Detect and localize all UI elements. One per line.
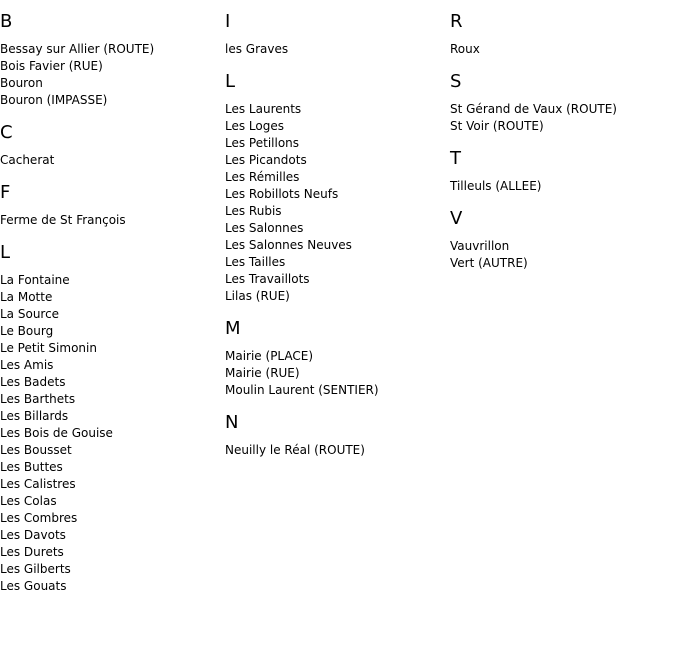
street-list (0, 212, 225, 229)
street-link[interactable]: Cacherat (0, 153, 55, 167)
letter-section-s (450, 71, 675, 135)
street-link[interactable]: Mairie (RUE) (225, 366, 300, 380)
letter-section-c (0, 122, 225, 169)
letter-section-b (0, 11, 225, 109)
index-column-2 (225, 0, 450, 459)
letter-heading: V (450, 208, 463, 229)
street-list (225, 101, 450, 305)
street-list (225, 41, 450, 58)
street-link[interactable]: St Gérand de Vaux (ROUTE) (450, 102, 617, 116)
street-link[interactable]: Les Rémilles (225, 170, 300, 184)
street-link[interactable]: Les Laurents (225, 102, 302, 116)
letter-section-f (0, 182, 225, 229)
street-list (450, 101, 675, 135)
street-link[interactable]: Le Petit Simonin (0, 341, 97, 355)
street-list (450, 178, 675, 195)
street-link[interactable]: Les Bousset (0, 443, 72, 457)
letter-heading: R (450, 11, 463, 32)
street-link[interactable]: Bouron (IMPASSE) (0, 93, 108, 107)
street-link[interactable]: Les Gouats (0, 579, 67, 593)
street-link[interactable]: Les Petillons (225, 136, 300, 150)
street-link[interactable]: Vert (AUTRE) (450, 256, 528, 270)
street-link[interactable]: Tilleuls (ALLEE) (450, 179, 542, 193)
street-list (0, 41, 225, 109)
letter-heading: L (225, 71, 236, 92)
street-link[interactable]: La Fontaine (0, 273, 70, 287)
street-link[interactable]: Ferme de St François (0, 213, 126, 227)
letter-heading: L (0, 242, 11, 263)
street-link[interactable]: les Graves (225, 42, 289, 56)
street-link[interactable]: St Voir (ROUTE) (450, 119, 544, 133)
letter-section-i (225, 11, 450, 58)
letter-heading: C (0, 122, 13, 143)
street-link[interactable]: Le Bourg (0, 324, 54, 338)
street-link[interactable]: Les Durets (0, 545, 64, 559)
street-link[interactable]: Moulin Laurent (SENTIER) (225, 383, 379, 397)
street-link[interactable]: Bessay sur Allier (ROUTE) (0, 42, 155, 56)
street-link[interactable]: Vauvrillon (450, 239, 510, 253)
street-link[interactable]: Les Buttes (0, 460, 63, 474)
street-list (450, 41, 675, 58)
letter-heading: M (225, 318, 241, 339)
street-list (0, 272, 225, 595)
street-link[interactable]: Les Calistres (0, 477, 76, 491)
letter-section-n (225, 412, 450, 459)
street-link[interactable]: Bois Favier (RUE) (0, 59, 103, 73)
letter-section-r (450, 11, 675, 58)
street-link[interactable]: Les Salonnes (225, 221, 304, 235)
index-column-1 (0, 0, 225, 595)
letter-section-l (225, 71, 450, 305)
letter-section-m (225, 318, 450, 399)
street-link[interactable]: Les Barthets (0, 392, 76, 406)
street-link[interactable]: Les Bois de Gouise (0, 426, 113, 440)
street-link[interactable]: Les Combres (0, 511, 78, 525)
street-link[interactable]: La Source (0, 307, 60, 321)
letter-heading: I (225, 11, 231, 32)
street-link[interactable]: Bouron (0, 76, 43, 90)
street-list (225, 348, 450, 399)
letter-section-t (450, 148, 675, 195)
street-link[interactable]: La Motte (0, 290, 53, 304)
street-link[interactable]: Les Amis (0, 358, 54, 372)
street-link[interactable]: Les Picandots (225, 153, 307, 167)
street-link[interactable]: Les Tailles (225, 255, 286, 269)
street-link[interactable]: Les Gilberts (0, 562, 71, 576)
street-list (450, 238, 675, 272)
street-link[interactable]: Lilas (RUE) (225, 289, 290, 303)
street-link[interactable]: Les Billards (0, 409, 69, 423)
street-link[interactable]: Les Robillots Neufs (225, 187, 339, 201)
street-link[interactable]: Roux (450, 42, 480, 56)
street-link[interactable]: Neuilly le Réal (ROUTE) (225, 443, 365, 457)
street-link[interactable]: Les Salonnes Neuves (225, 238, 352, 252)
street-link[interactable]: Les Travaillots (225, 272, 310, 286)
street-link[interactable]: Les Colas (0, 494, 57, 508)
street-link[interactable]: Les Rubis (225, 204, 282, 218)
street-list (0, 152, 225, 169)
letter-heading: F (0, 182, 11, 203)
index-column-3 (450, 0, 675, 272)
letter-section-l (0, 242, 225, 595)
letter-heading: T (450, 148, 461, 169)
street-link[interactable]: Les Davots (0, 528, 66, 542)
letter-heading: N (225, 412, 239, 433)
letter-section-v (450, 208, 675, 272)
street-link[interactable]: Mairie (PLACE) (225, 349, 314, 363)
street-list (225, 442, 450, 459)
street-link[interactable]: Les Badets (0, 375, 66, 389)
letter-heading: S (450, 71, 462, 92)
letter-heading: B (0, 11, 13, 32)
street-link[interactable]: Les Loges (225, 119, 284, 133)
